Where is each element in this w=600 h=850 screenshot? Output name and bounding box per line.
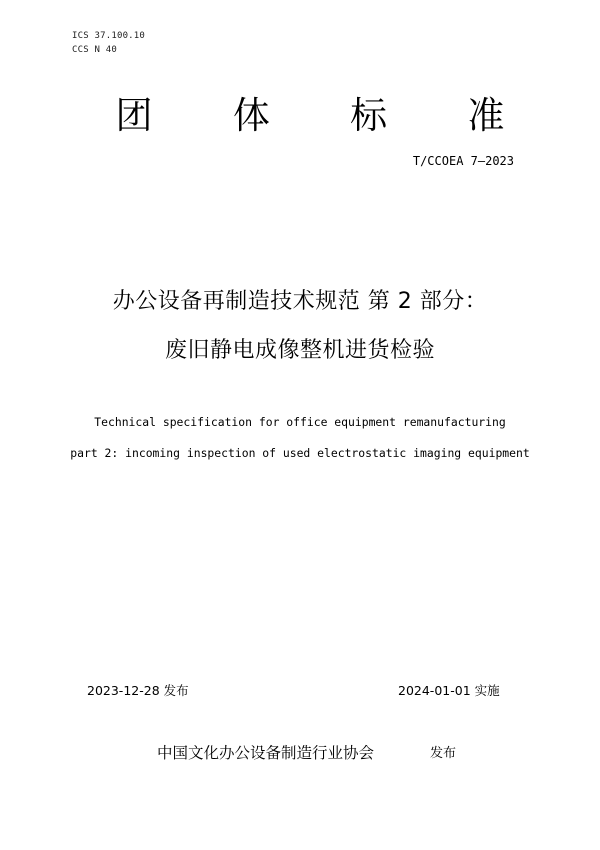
ccs-code: CCS N 40	[72, 45, 117, 55]
standard-type-title	[110, 92, 510, 140]
publisher-action: 发布	[430, 746, 457, 761]
standard-type-char: 准	[467, 94, 505, 137]
standard-type-char: 团	[115, 94, 153, 137]
publisher-name: 中国文化办公设备制造行业协会	[157, 744, 375, 762]
standard-type-char: 体	[232, 94, 270, 137]
ics-code: ICS 37.100.10	[72, 31, 146, 41]
chinese-title-line-2: 废旧静电成像整机进货检验	[164, 338, 435, 363]
english-title-line-2: part 2: incoming inspection of used electrostatic imaging equipment	[70, 446, 530, 460]
chinese-title-line-1: 办公设备再制造技术规范 第 2 部分：	[112, 289, 488, 314]
publish-date: 2023-12-28 发布	[87, 683, 189, 698]
english-title-line-1: Technical specification for office equipment remanufacturing	[94, 415, 506, 429]
standard-number: T/CCOEA 7—2023	[412, 154, 514, 168]
implement-date: 2024-01-01 实施	[398, 683, 500, 698]
standard-type-char: 标	[350, 94, 388, 137]
